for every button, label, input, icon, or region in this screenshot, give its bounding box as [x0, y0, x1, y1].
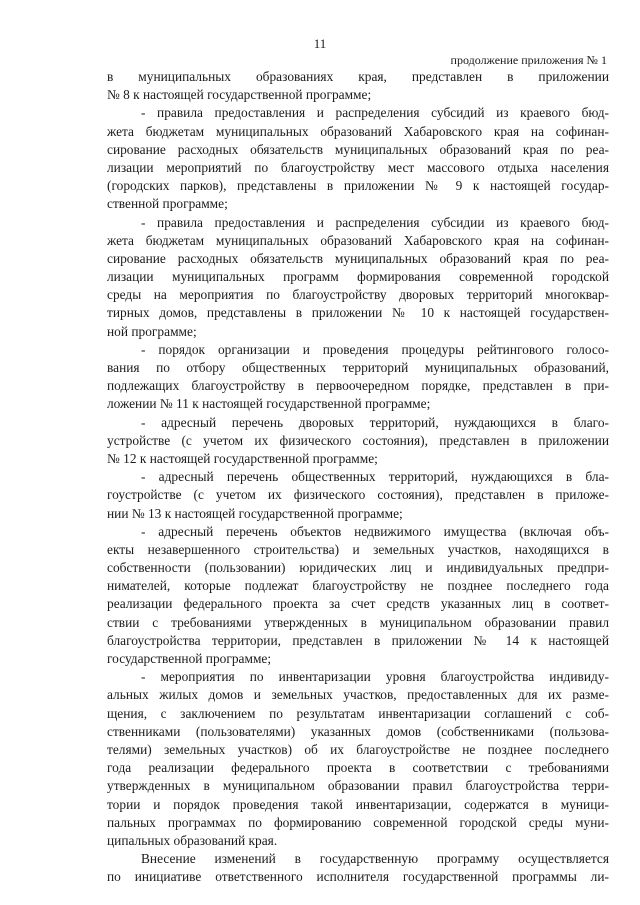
- appendix-continuation-note: продолжение приложения № 1: [450, 53, 607, 67]
- text-line: - адресный перечень объектов недвижимого имущества (включая объ-: [141, 523, 609, 539]
- text-line: ствии с требованиями утвержденных в муниципальном образовании правил: [107, 614, 609, 630]
- text-line: - мероприятия по инвентаризации уровня благоустройства индивиду-: [141, 669, 609, 685]
- text-line: жета бюджетам муниципальных образований Хабаровского края на софинан-: [107, 232, 609, 248]
- text-line: № 12 к настоящей государственной программе;: [107, 450, 378, 466]
- text-line: тории и порядок проведения такой инвентаризации, содержатся в муници-: [107, 796, 609, 812]
- text-line: ной программе;: [107, 323, 197, 339]
- text-line: ложении № 11 к настоящей государственной программе;: [107, 396, 431, 412]
- text-line: ципальных образований края.: [107, 832, 278, 848]
- text-line: екты незавершенного строительства) и земельных участков, находящихся в: [107, 541, 609, 557]
- text-line: собственности (пользовании) юридических лиц и индивидуальных предпри-: [107, 560, 609, 576]
- text-line: - адресный перечень общественных территорий, нуждающихся в бла-: [141, 469, 609, 485]
- text-line: реализации федерального проекта за счет средств указанных лиц в соответ-: [107, 596, 609, 612]
- text-line: вания по отбору общественных территорий муниципальных образований,: [107, 360, 609, 375]
- text-line: ственниками (пользователями) указанных домов (собственниками (пользова-: [107, 723, 609, 739]
- text-line: ственной программе;: [107, 196, 228, 212]
- text-line: - порядок организации и проведения процедуры рейтингового голосо-: [141, 341, 609, 357]
- text-line: благоустройства территории, представлен в приложении № 14 к настоящей: [107, 632, 609, 648]
- text-line: - правила предоставления и распределения субсидий из краевого бюд-: [141, 105, 609, 121]
- text-line: утвержденных в муниципальном образовании правил благоустройства терри-: [107, 778, 609, 794]
- text-line: Внесение изменений в государственную программу осуществляется: [141, 851, 609, 867]
- text-line: по инициативе ответственного исполнителя государственной программы ли-: [107, 869, 609, 885]
- text-line: устройстве (с учетом их физического состояния), представлен в приложении: [107, 432, 609, 448]
- text-line: - правила предоставления и распределения субсидии из краевого бюд-: [141, 214, 609, 230]
- page-number: 11: [313, 36, 327, 51]
- text-line: нии № 13 к настоящей государственной программе;: [107, 505, 403, 521]
- text-line: - адресный перечень дворовых территорий, нуждающихся в благо-: [141, 414, 609, 430]
- text-line: года реализации федерального проекта в соответствии с требованиями: [107, 760, 609, 776]
- text-line: гоустройстве (с учетом их физического состояния), представлен в приложе-: [107, 487, 609, 503]
- text-line: среды на мероприятия по благоустройству дворовых территорий многоквар-: [107, 287, 609, 303]
- text-line: государственной программе;: [107, 651, 272, 666]
- text-line: нимателей, которые подлежат благоустройству не позднее последнего года: [107, 578, 609, 594]
- text-line: в муниципальных образованиях края, представлен в приложении: [107, 69, 609, 84]
- text-line: лизации мероприятий по благоустройству мест массового отдыха населения: [107, 159, 609, 175]
- text-line: щения, с заключением по результатам инвентаризации соглашений с соб-: [107, 705, 609, 721]
- text-line: № 8 к настоящей государственной программе;: [107, 87, 372, 103]
- text-line: подлежащих благоустройству в первоочередном порядке, представлен в при-: [107, 378, 609, 394]
- text-line: сирование расходных обязательств муниципальных образований края по реа-: [107, 141, 609, 157]
- text-line: жета бюджетам муниципальных образований Хабаровского края на софинан-: [107, 123, 609, 139]
- text-line: лизации муниципальных программ формирования современной городской: [107, 269, 609, 285]
- text-line: (городских парков), представлены в приложении № 9 к настоящей государ-: [107, 178, 609, 194]
- text-line: альных жилых домов и земельных участков, предоставленных для их разме-: [107, 687, 609, 703]
- text-line: телями) земельных участков) об их благоустройстве не позднее последнего: [107, 741, 609, 757]
- document-body: [107, 68, 609, 886]
- text-line: тирных домов, представлены в приложении № 10 к настоящей государствен-: [107, 305, 609, 321]
- text-line: сирование расходных обязательств муниципальных образований края по реа-: [107, 250, 609, 266]
- text-line: пальных программах по формированию современной городской среды муни-: [107, 814, 609, 830]
